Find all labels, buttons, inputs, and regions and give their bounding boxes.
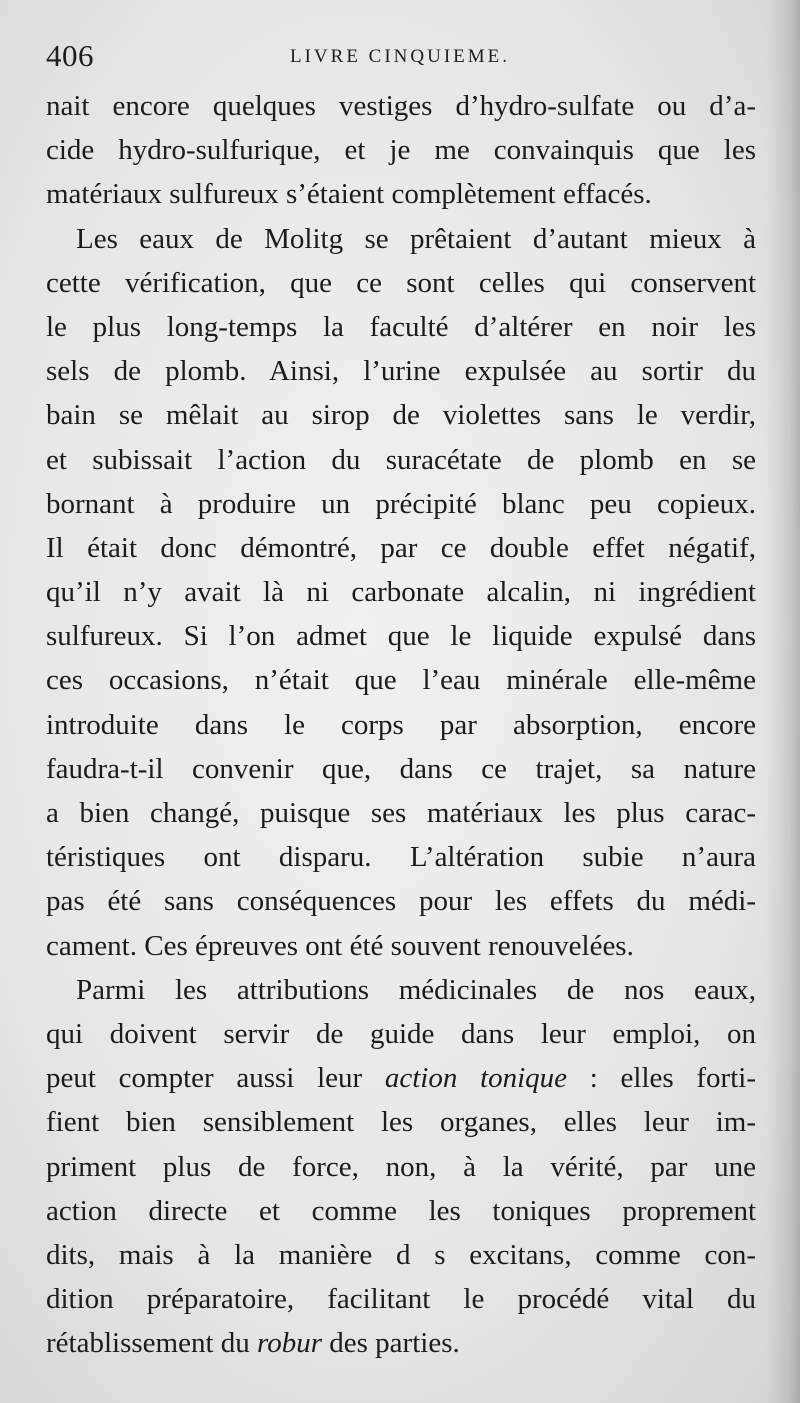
body-text: [46, 84, 756, 1365]
text-line: faudra-t-il convenir que, dans ce trajet, sa nature: [46, 752, 756, 785]
italic-word: robur: [257, 1327, 323, 1360]
text-line: Il était donc démontré, par ce double effet négatif,: [46, 531, 756, 564]
text-line: cette vérification, que ce sont celles qui conservent: [46, 266, 756, 299]
text-line: ces occasions, n’était que l’eau minérale elle-même: [46, 664, 756, 697]
page-edge-shadow: [766, 0, 800, 1403]
text-line: fient bien sensiblement les organes, elles leur im-: [46, 1106, 756, 1139]
text-line: dits, mais à la manière d s excitans, comme con-: [46, 1238, 756, 1271]
text-line: cament. Ces épreuves ont été souvent renouvelées.: [46, 929, 634, 962]
paragraph-first-line: Les eaux de Molitg se prêtaient d’autant mieux à: [76, 222, 756, 255]
text-line: bain se mêlait au sirop de violettes sans le verdir,: [46, 399, 756, 432]
text-line: sulfureux. Si l’on admet que le liquide expulsé dans: [46, 620, 756, 653]
text-line: pas été sans conséquences pour les effets du médi-: [46, 885, 756, 918]
text-line: a bien changé, puisque ses matériaux les plus carac-: [46, 797, 756, 829]
text-line: peut compter aussi leur action tonique : elles forti-: [46, 1062, 756, 1095]
page-number: 406: [46, 38, 94, 73]
running-head: [46, 38, 756, 78]
italic-phrase: action tonique: [384, 1062, 568, 1095]
running-title: LIVRE CINQUIEME.: [290, 46, 511, 67]
text-line: bornant à produire un précipité blanc peu copieux.: [46, 487, 756, 520]
text-line: qu’il n’y avait là ni carbonate alcalin, ni ingrédient: [46, 576, 756, 609]
text-line: cide hydro-sulfurique, et je me convainquis que les: [46, 134, 756, 167]
text-line: matériaux sulfureux s’étaient complètement effacés.: [46, 178, 652, 211]
text-line: action directe et comme les toniques proprement: [46, 1194, 756, 1227]
text-line: et subissait l’action du suracétate de plomb en se: [46, 443, 756, 476]
paragraph-first-line: Parmi les attributions médicinales de nos eaux,: [76, 973, 756, 1006]
text-line: introduite dans le corps par absorption, encore: [46, 708, 756, 741]
text-line: téristiques ont disparu. L’altération subie n’aura: [46, 841, 756, 874]
text-line: sels de plomb. Ainsi, l’urine expulsée au sortir du: [46, 355, 756, 388]
text-line: nait encore quelques vestiges d’hydro-sulfate ou d’a-: [46, 90, 756, 122]
text-line: rétablissement du robur des parties.: [46, 1327, 460, 1360]
text-line: priment plus de force, non, à la vérité, par une: [46, 1150, 756, 1183]
text-line: le plus long-temps la faculté d’altérer en noir les: [46, 310, 756, 343]
text-line: qui doivent servir de guide dans leur emploi, on: [46, 1017, 756, 1050]
text-line: dition préparatoire, facilitant le procédé vital du: [46, 1283, 756, 1316]
